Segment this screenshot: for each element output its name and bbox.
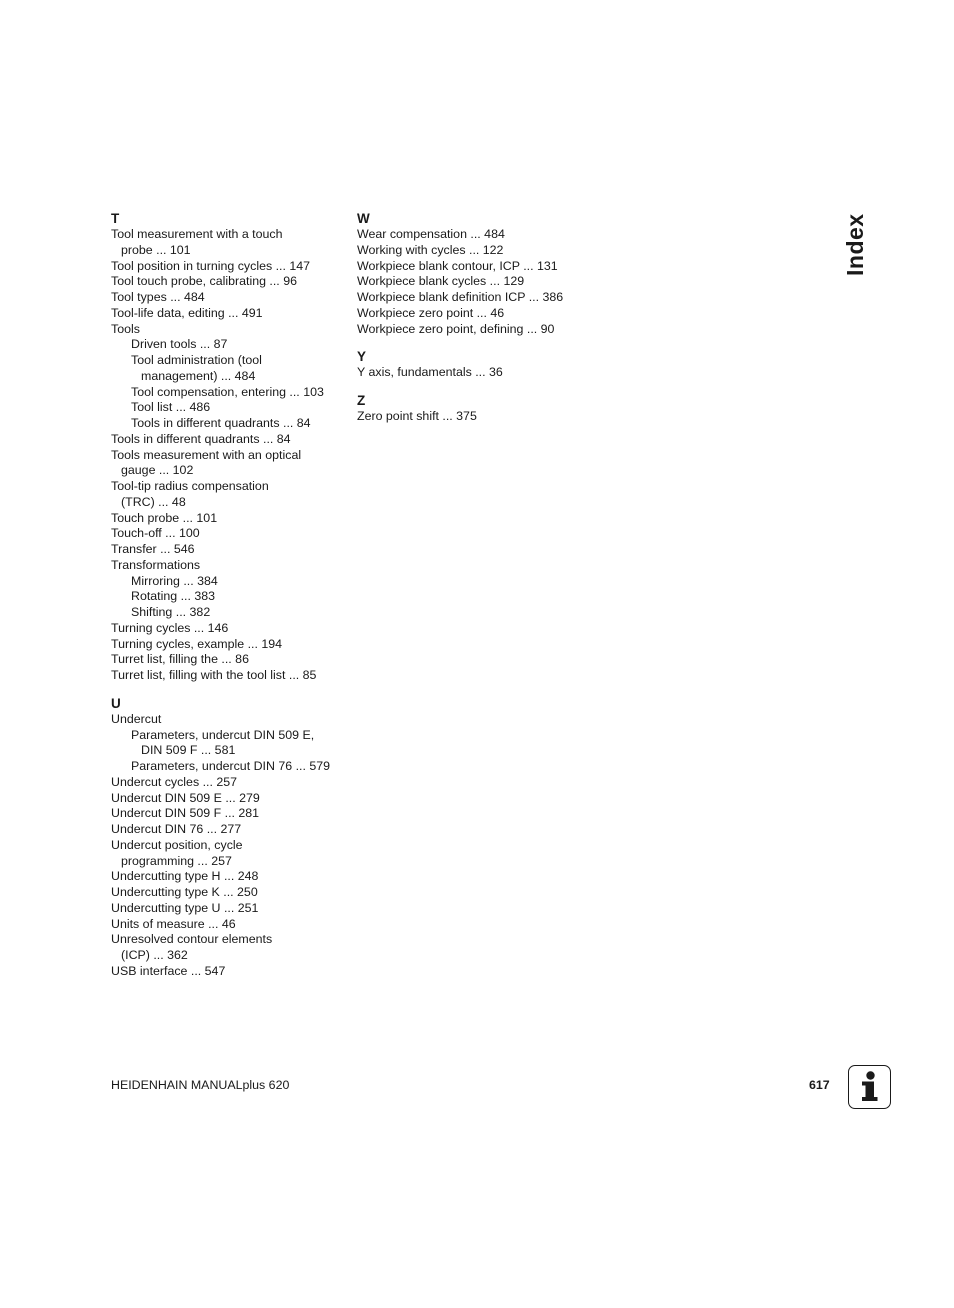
index-entry: Undercut cycles ... 257 (111, 774, 238, 789)
index-entry: Touch-off ... 100 (111, 526, 200, 541)
index-entry: Tool position in turning cycles ... 147 (111, 258, 311, 273)
index-entry: Tools (111, 321, 140, 336)
index-entry: Workpiece blank contour, ICP ... 131 (357, 258, 558, 273)
index-entry: Turning cycles ... 146 (111, 620, 229, 635)
index-entry: Undercutting type K ... 250 (111, 885, 258, 899)
index-entry: Undercut DIN 509 E ... 279 (111, 790, 260, 805)
index-entry-continuation: (ICP) ... 362 (121, 948, 188, 962)
index-subentry: Mirroring ... 384 (131, 573, 218, 588)
index-entry: Units of measure ... 46 (111, 916, 236, 931)
index-entry: Tools measurement with an optical (111, 447, 302, 462)
index-entry-continuation: DIN 509 F ... 581 (141, 743, 236, 758)
index-letter-heading: Z (357, 393, 366, 408)
side-title-index: Index (842, 213, 868, 276)
index-entry: Workpiece blank definition ICP ... 386 (357, 290, 564, 304)
info-icon (848, 1065, 891, 1109)
index-subentry: Tools in different quadrants ... 84 (131, 416, 311, 430)
footer-title: HEIDENHAIN MANUALplus 620 (111, 1078, 290, 1092)
index-entry: Turret list, filling the ... 86 (111, 652, 249, 667)
index-entry-continuation: probe ... 101 (121, 242, 191, 257)
index-entry: Workpiece zero point ... 46 (357, 305, 505, 320)
index-subentry: Parameters, undercut DIN 76 ... 579 (131, 759, 331, 773)
index-entry-continuation: (TRC) ... 48 (121, 494, 186, 509)
index-entry-continuation: gauge ... 102 (121, 463, 194, 478)
index-column-right (357, 211, 607, 425)
index-entry: Undercut position, cycle (111, 837, 243, 852)
index-entry: Tool-life data, editing ... 491 (111, 305, 263, 320)
index-entry: Zero point shift ... 375 (357, 409, 477, 423)
index-subentry: Tool compensation, entering ... 103 (131, 384, 324, 399)
index-entry: Tool touch probe, calibrating ... 96 (111, 274, 297, 289)
index-entry: Undercut DIN 76 ... 277 (111, 822, 242, 836)
index-entry: Y axis, fundamentals ... 36 (357, 365, 503, 380)
index-entry: Tool types ... 484 (111, 290, 205, 304)
index-entry: Tool measurement with a touch (111, 227, 283, 241)
index-entry: USB interface ... 547 (111, 963, 226, 978)
index-subentry: Rotating ... 383 (131, 589, 216, 604)
index-letter-heading: W (357, 211, 370, 226)
index-entry: Working with cycles ... 122 (357, 242, 504, 257)
index-entry-continuation: management) ... 484 (141, 368, 256, 383)
index-entry: Undercut DIN 509 F ... 281 (111, 806, 260, 821)
index-subentry: Parameters, undercut DIN 509 E, (131, 727, 315, 742)
index-entry: Touch probe ... 101 (111, 510, 218, 525)
info-icon-glyph (849, 1066, 889, 1107)
index-subentry: Tool list ... 486 (131, 400, 211, 415)
index-subentry: Shifting ... 382 (131, 605, 211, 619)
index-entry: Transformations (111, 557, 201, 572)
index-entry: Transfer ... 546 (111, 542, 195, 556)
index-letter-heading: T (111, 211, 120, 226)
index-subentry: Tool administration (tool (131, 353, 262, 367)
index-entry: Tools in different quadrants ... 84 (111, 431, 291, 446)
page-number: 617 (809, 1078, 830, 1092)
index-column-left (111, 211, 351, 980)
index-letter-heading: U (111, 695, 121, 711)
index-entry: Undercut (111, 711, 162, 726)
index-entry: Turret list, filling with the tool list ... 85 (111, 668, 317, 682)
index-entry: Undercutting type U ... 251 (111, 900, 259, 915)
index-entry: Undercutting type H ... 248 (111, 869, 259, 884)
index-letter-heading: Y (357, 349, 367, 365)
index-subentry: Driven tools ... 87 (131, 337, 228, 352)
index-entry: Workpiece zero point, defining ... 90 (357, 321, 555, 336)
index-entry: Tool-tip radius compensation (111, 479, 269, 493)
index-entry: Workpiece blank cycles ... 129 (357, 274, 525, 289)
index-entry: Unresolved contour elements (111, 932, 273, 947)
index-entry-continuation: programming ... 257 (121, 853, 232, 868)
index-entry: Wear compensation ... 484 (357, 227, 505, 241)
index-entry: Turning cycles, example ... 194 (111, 636, 283, 651)
